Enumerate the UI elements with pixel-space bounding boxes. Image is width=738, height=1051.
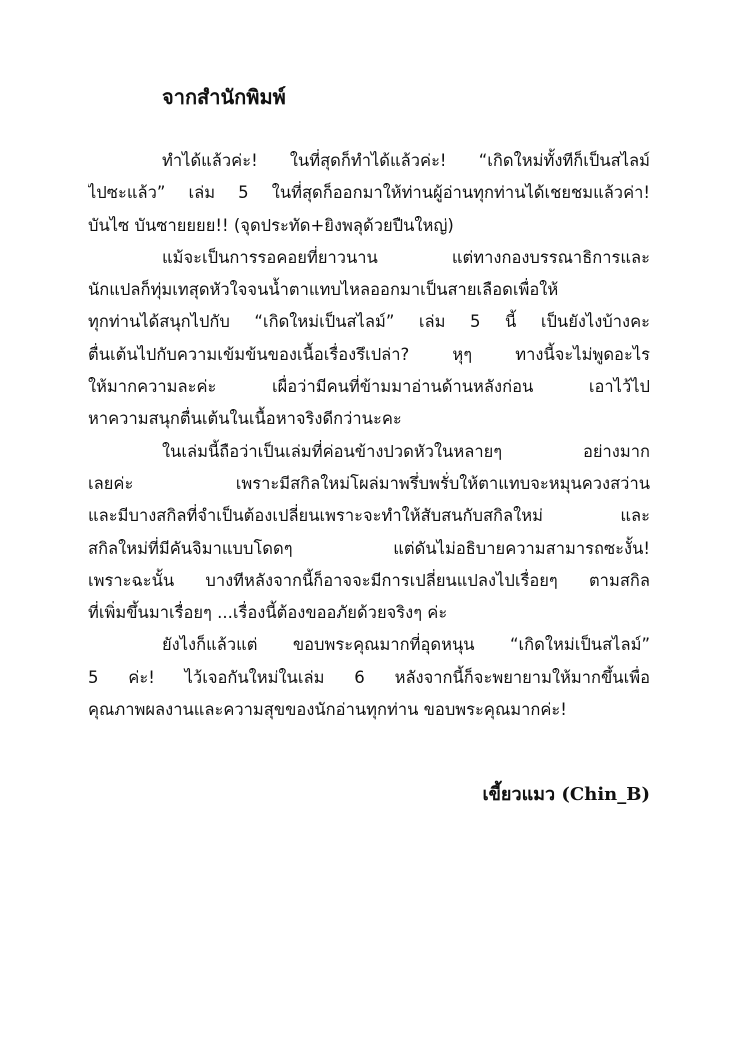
text-line: เพราะฉะนั้น บางทีหลังจากนี้ก็อาจจะมีการเปลี่ยนแปลงไปเรื่อยๆ ตามสกิล [88,570,650,590]
text-line: ไปซะแล้ว” เล่ม 5 ในที่สุดก็ออกมาให้ท่านผู้อ่านทุกท่านได้เชยชมแล้วค่า! [88,183,650,203]
text-line: ให้มากความละค่ะ เผื่อว่ามีคนที่ข้ามมาอ่านด้านหลังก่อน เอาไว้ไป [88,377,650,397]
text-line: 5 ค่ะ! ไว้เจอกันใหม่ในเล่ม 6 หลังจากนี้ก็จะพยายามให้มากขึ้นเพื่อ [88,667,650,687]
text-line: ตื่นเต้นไปกับความเข้มข้นของเนื้อเรื่องรึเปล่า? หุๆ ทางนี้จะไม่พูดอะไร [88,344,650,364]
text-line: บันไซ บันซายยยย!! (จุดประทัด+ยิงพลุด้วยปืนใหญ่) [88,215,454,235]
text-line: เลยค่ะ เพราะมีสกิลใหม่โผล่มาพรึ่บพรั่บให้ตาแทบจะหมุนควงสว่าน [88,473,650,493]
text-line: แม้จะเป็นการรอคอยที่ยาวนาน แต่ทางกองบรรณาธิการและ [162,247,650,267]
text-line: ทำได้แล้วค่ะ! ในที่สุดก็ทำได้แล้วค่ะ! “เกิดใหม่ทั้งทีก็เป็นสไลม์ [162,151,650,170]
text-line: ที่เพิ่มขึ้นมาเรื่อยๆ ...เรื่องนี้ต้องขออภัยด้วยจริงๆ ค่ะ [88,603,448,623]
page-heading: จากสำนักพิมพ์ [162,85,286,109]
text-line: ทุกท่านได้สนุกไปกับ “เกิดใหม่เป็นสไลม์” เล่ม 5 นี้ เป็นยังไงบ้างคะ [88,312,650,332]
text-line: หาความสนุกตื่นเต้นในเนื้อหาจริงดีกว่านะคะ [88,409,402,429]
text-line: คุณภาพผลงานและความสุขของนักอ่านทุกท่าน ขอบพระคุณมากค่ะ! [88,700,567,720]
text-line: นักแปลก็ทุ่มเทสุดหัวใจจนน้ำตาแทบไหลออกมาเป็นสายเลือดเพื่อให้ [88,280,559,300]
letter-body [88,145,650,726]
text-line: ในเล่มนี้ถือว่าเป็นเล่มที่ค่อนข้างปวดหัวในหลายๆ อย่างมาก [162,441,650,461]
text-line: สกิลใหม่ที่มีคันจิมาแบบโดดๆ แต่ดันไม่อธิบายความสามารถซะงั้น! [88,538,650,558]
translator-signature: เขี้ยวแมว (Chin_B) [482,784,650,805]
text-line: และมีบางสกิลที่จำเป็นต้องเปลี่ยนเพราะจะทำให้สับสนกับสกิลใหม่ และ [88,506,650,526]
text-line: ยังไงก็แล้วแต่ ขอบพระคุณมากที่อุดหนุน “เกิดใหม่เป็นสไลม์” [162,635,650,655]
